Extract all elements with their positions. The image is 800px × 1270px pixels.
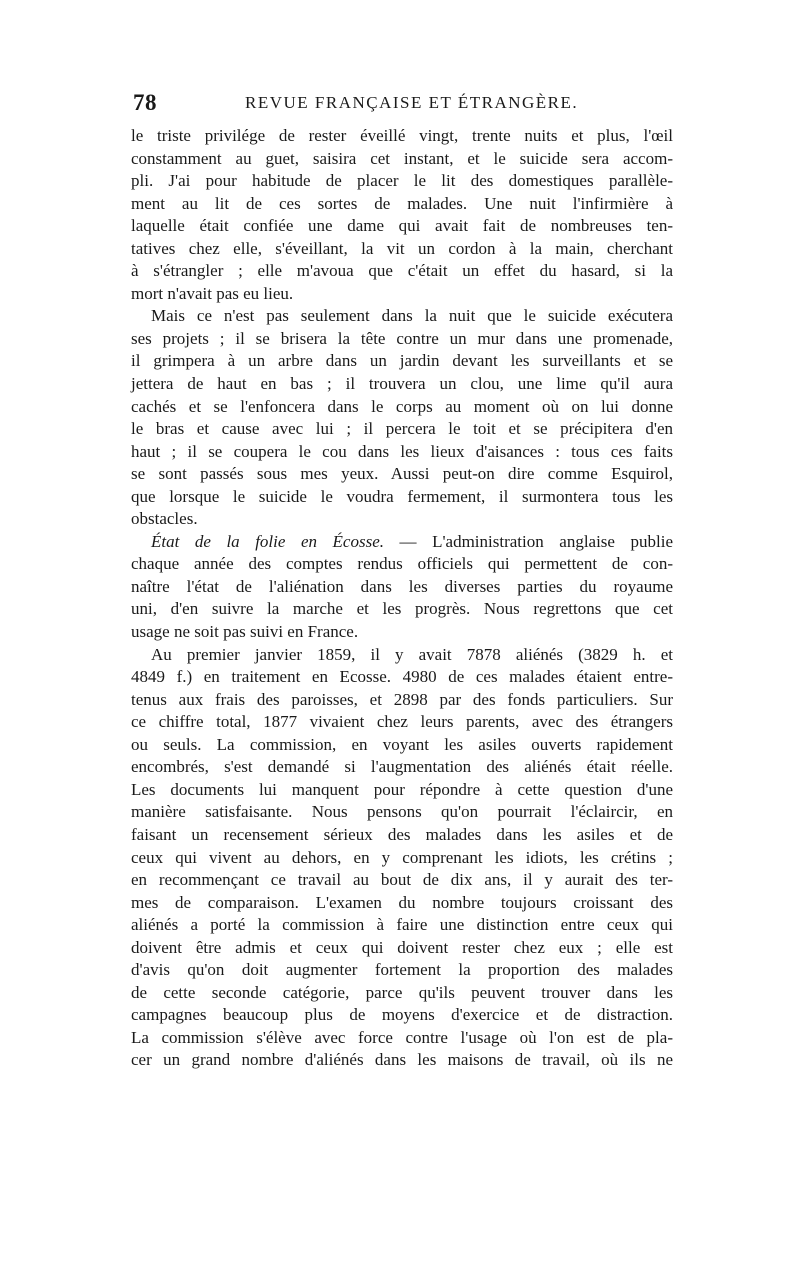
text-line: doivent être admis et ceux qui doivent rester chez eux ; elle est [131, 937, 673, 957]
body-text [131, 125, 673, 1072]
text-line: chaque année des comptes rendus officiels qui permettent de con- [131, 554, 673, 574]
text-line: ce chiffre total, 1877 vivaient chez leurs parents, avec des étrangers [131, 712, 673, 732]
text-line: que lorsque le suicide le voudra fermement, il surmontera tous les [131, 486, 673, 506]
text-line: ses projets ; il se brisera la tête contre un mur dans une promenade, [131, 328, 673, 348]
text-line: Au premier janvier 1859, il y avait 7878 aliénés (3829 h. et [151, 644, 673, 664]
text-line: pli. J'ai pour habitude de placer le lit des domestiques parallèle- [131, 171, 673, 191]
text-line: uni, d'en suivre la marche et les progrès. Nous regrettons que cet [131, 599, 673, 619]
text-line: obstacles. [131, 509, 198, 529]
text-line: La commission s'élève avec force contre l'usage où l'on est de pla- [131, 1027, 673, 1047]
text-line: encombrés, s'est demandé si l'augmentation des aliénés était réelle. [131, 757, 673, 777]
text-line: ment au lit de ces sortes de malades. Une nuit l'infirmière à [131, 193, 673, 213]
text-line: le triste privilége de rester éveillé vingt, trente nuits et plus, l'œil [131, 126, 673, 145]
text-line: manière satisfaisante. Nous pensons qu'on pourrait l'éclaircir, en [131, 802, 673, 822]
text-line: Les documents lui manquent pour répondre à cette question d'une [131, 779, 673, 799]
section-heading-continuation: — L'administration anglaise publie [399, 531, 674, 551]
text-line: Mais ce n'est pas seulement dans la nuit que le suicide exécutera [151, 306, 673, 326]
text-line: jettera de haut en bas ; il trouvera un clou, une lime qu'il aura [131, 374, 673, 394]
text-line: il grimpera à un arbre dans un jardin devant les surveillants et se [131, 351, 673, 371]
text-line: naître l'état de l'aliénation dans les diverses parties du royaume [131, 576, 673, 596]
text-line: aliénés a porté la commission à faire une distinction entre ceux qui [131, 915, 673, 935]
text-line: campagnes beaucoup plus de moyens d'exercice et de distraction. [131, 1005, 673, 1025]
page-header [133, 90, 673, 118]
text-line: à s'étrangler ; elle m'avoua que c'était un effet du hasard, si la [131, 261, 673, 281]
text-line: 4849 f.) en traitement en Ecosse. 4980 de ces malades étaient entre- [131, 667, 673, 687]
text-line: ceux qui vivent au dehors, en y comprenant les idiots, les crétins ; [131, 847, 673, 867]
text-line: cer un grand nombre d'aliénés dans les maisons de travail, où ils ne [131, 1050, 673, 1070]
text-line: mes de comparaison. L'examen du nombre toujours croissant des [131, 892, 673, 912]
text-line: faisant un recensement sérieux des malades dans les asiles et de [131, 824, 673, 844]
section-line [131, 531, 673, 554]
text-line: mort n'avait pas eu lieu. [131, 283, 294, 303]
text-line: en recommençant ce travail au bout de dix ans, il y aurait des ter- [131, 870, 673, 890]
text-line: d'avis qu'on doit augmenter fortement la proportion des malades [131, 960, 673, 980]
text-line: laquelle était confiée une dame qui avait fait de nombreuses ten- [131, 216, 673, 236]
text-line: usage ne soit pas suivi en France. [131, 622, 359, 642]
text-line: haut ; il se coupera le cou dans les lieux d'aisances : tous ces faits [131, 441, 673, 461]
text-line: se sont passés sous mes yeux. Aussi peut-on dire comme Esquirol, [131, 464, 673, 484]
text-line: de cette seconde catégorie, parce qu'ils peuvent trouver dans les [131, 982, 673, 1002]
text-line: constamment au guet, saisira cet instant, et le suicide sera accom- [131, 148, 673, 168]
running-title: REVUE FRANÇAISE ET ÉTRANGÈRE. [245, 93, 579, 112]
page-number: 78 [133, 90, 157, 115]
text-line: ou seuls. La commission, en voyant les asiles ouverts rapidement [131, 734, 673, 754]
section-heading: État de la folie en Écosse. [151, 531, 384, 551]
text-line: tenus aux frais des paroisses, et 2898 par des fonds particuliers. Sur [131, 689, 673, 709]
text-line: le bras et cause avec lui ; il percera le toit et se précipitera d'en [131, 419, 673, 439]
text-line: cachés et se l'enfoncera dans le corps au moment où on lui donne [131, 396, 673, 416]
text-line: tatives chez elle, s'éveillant, la vit un cordon à la main, cherchant [131, 238, 673, 258]
